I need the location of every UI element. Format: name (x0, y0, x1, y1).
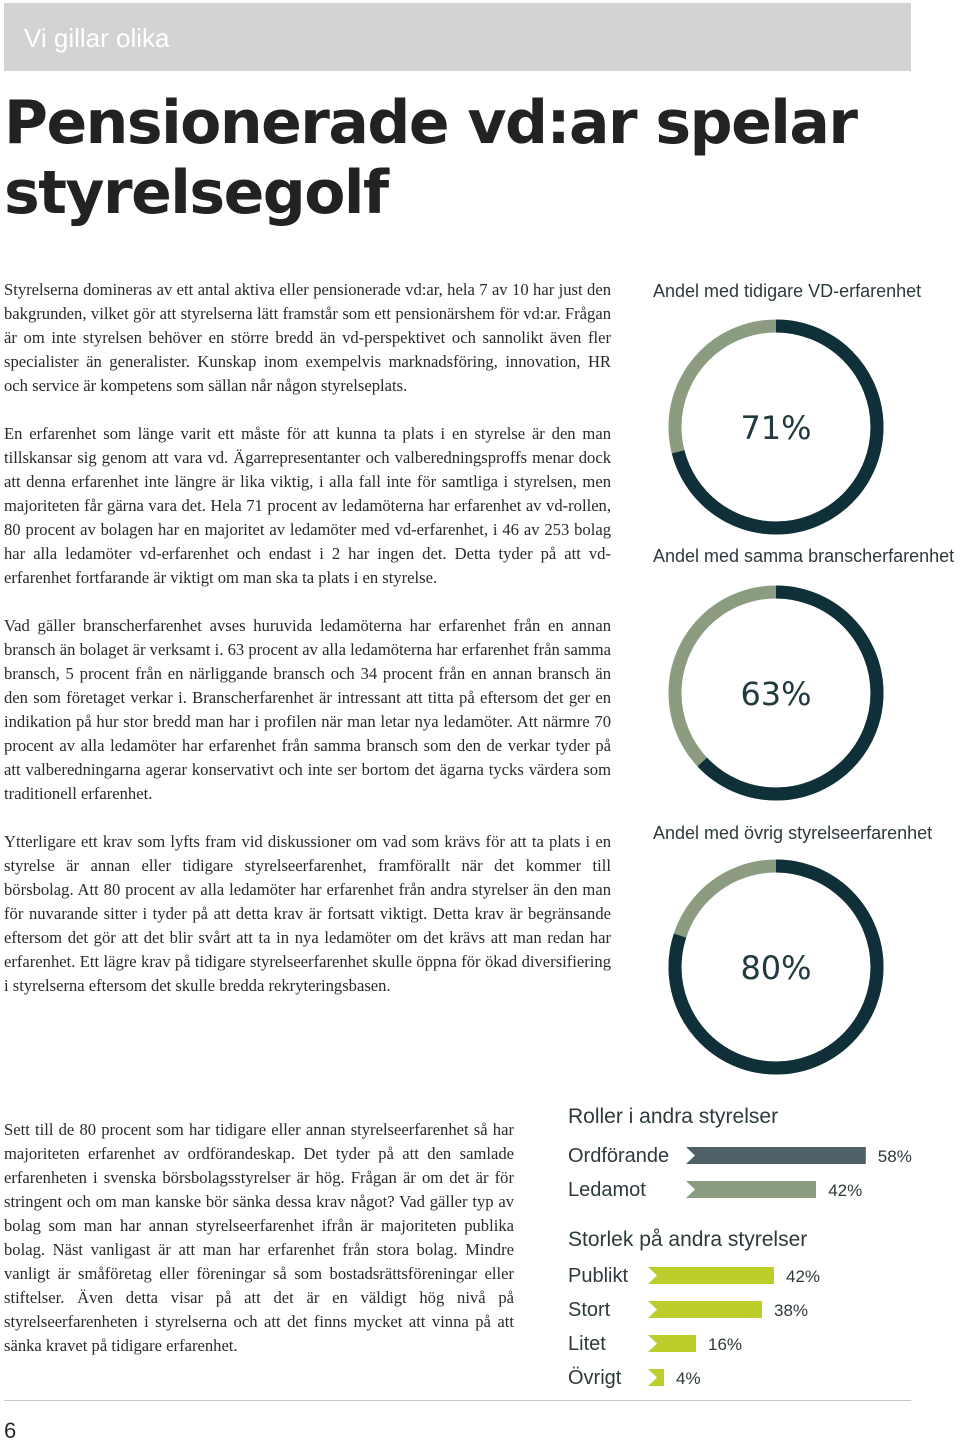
footer-divider (4, 1400, 911, 1401)
ring-chart-styrelse (667, 858, 885, 1076)
paragraph-3: Vad gäller branscherfarenhet avses huruvida ledamöterna har erfarenhet från en annan bransch än bolaget är verksamt i. 63 procent av alla ledamöterna har erfarenhet från samma bransch, 5 procent från en närliggande bransch och 34 procent från en annan bransch än den som företaget verkar i. Branscherfarenhet är intressant att titta på eftersom det ger en indikation på hur stor bredd man har i profilen när man letar nya ledamöter. Att närmre 70 procent av alla ledamöter har erfarenhet från samma bransch som den de verkar tyder på att valberedningarna agerar konservativt och inte ser bortom det ägarna tycks värdera som traditionell erfarenhet. (4, 616, 611, 803)
size-label: Litet (568, 1333, 606, 1355)
sizes-chart-title: Storlek på andra styrelser (568, 1228, 808, 1251)
size-label: Stort (568, 1299, 611, 1321)
role-bar (686, 1181, 816, 1198)
size-row-publikt (568, 1263, 928, 1289)
role-label: Ledamot (568, 1179, 646, 1201)
role-row-ordforande (568, 1143, 928, 1169)
role-value: 58% (877, 1147, 912, 1166)
ring-title-vd: Andel med tidigare VD-erfarenhet (653, 281, 922, 301)
paragraph-4: Ytterligare ett krav som lyfts fram vid diskussioner om vad som krävs för att ta plats i en styrelse är annan eller tidigare styrelseerfarenhet, framförallt när det kommer till börsbolag. Att 80 procent av alla ledamöter har erfarenhet från andra styrelser än den man för nuvarande sitter i tyder på att detta krav är fortsatt viktigt. Detta krav är begränsande eftersom det gör att det blir svårt att ta in nya ledamöter om det krävs att man redan har erfarenhet. Ett lägre krav på tidigare styrelseerfarenhet skulle öppna för ökad diversifiering i styrelserna eftersom det skulle bredda rekryteringsbasen. (4, 832, 611, 995)
article-headline: Pensionerade vd:ar spelar styrelsegolf (4, 88, 857, 228)
ring-value-label: 63% (740, 675, 812, 713)
paragraph-1: Styrelserna domineras av ett antal aktiva eller pensionerade vd:ar, hela 7 av 10 har just den bakgrunden, vilket gör att styrelserna lätt framstår som ett pensionärshem för vd:ar. Frågan är om inte styrelsen behöver en större bredd än vd-perspektivet och sannolikt även fler specialister än generalister. Kunskap inom exempelvis marknadsföring, innovation, HR och service är kompetens som sällan når någon styrelseplats. (4, 280, 611, 395)
section-label: Vi gillar olika (24, 23, 170, 53)
size-value: 4% (676, 1369, 701, 1388)
size-value: 16% (708, 1335, 743, 1354)
ring-value-label: 80% (740, 949, 812, 987)
size-row-litet (568, 1331, 928, 1357)
size-row-ovrigt (568, 1365, 928, 1391)
ring-title-styrelse: Andel med övrig styrelseerfarenhet (653, 823, 933, 843)
role-row-ledamot (568, 1177, 928, 1203)
size-label: Publikt (568, 1265, 629, 1287)
roles-chart-title: Roller i andra styrelser (568, 1105, 779, 1128)
page-number: 6 (4, 1418, 17, 1443)
article-body (4, 278, 611, 1022)
size-value: 42% (786, 1267, 821, 1286)
paragraph-2: En erfarenhet som länge varit ett måste för att kunna ta plats i en styrelse är den man tillskansar sig genom att vara vd. Ägarrepresentanter och valberedningsproffs menar dock att denna erfarenhet inte längre är lika viktig, i alla fall inte för samtliga i styrelsen, men majoriteten får gärna vara det. Hela 71 procent av ledamöterna har erfarenhet av vd-rollen, 80 procent av bolagen har en majoritet av ledamöter med vd-erfarenhet, i 46 av 253 bolag har alla ledamöter vd-erfarenhet och endast i 2 har ingen det. Detta tyder på att vd-erfarenhet fortfarande är viktigt om man ska ta plats i en styrelse. (4, 424, 611, 587)
size-value: 38% (774, 1301, 809, 1320)
size-row-stort (568, 1297, 928, 1323)
size-bar (648, 1335, 696, 1352)
size-bar (648, 1267, 774, 1284)
section-header-bar (4, 3, 911, 71)
size-label: Övrigt (568, 1367, 622, 1389)
role-value: 42% (828, 1181, 863, 1200)
ring-chart-vd (667, 318, 885, 536)
paragraph-5: Sett till de 80 procent som har tidigare eller annan styrelseerfarenhet så har majoriteten erfarenhet av ordförandeskap. Det tyder på att den samlade erfarenheten i svenska börsbolagsstyrelser är hög. Frågan är om det är för stringent och om man kanske bör sänka dessa krav något? Vad gäller typ av bolag som man har annan styrelseerfarenhet ifrån är majoriteten publika bolag. Näst vanligast är att man har erfarenhet från stora bolag. Mindre vanligt är småföretag eller föreningar så som bostadsrättsföreningar eller stiftelser. Även detta visar på att det är en väldigt hög nivå på styrelseerfarenheten i styrelserna och att det finns mycket att vinna på att sänka kravet på tidigare erfarenhet. (4, 1120, 514, 1355)
role-label: Ordförande (568, 1145, 670, 1167)
size-bar (648, 1369, 664, 1386)
size-bar (648, 1301, 762, 1318)
ring-value-label: 71% (740, 409, 812, 447)
ring-chart-bransch (667, 584, 885, 802)
ring-title-bransch: Andel med samma branscherfarenhet (653, 546, 955, 566)
role-bar (686, 1147, 866, 1164)
